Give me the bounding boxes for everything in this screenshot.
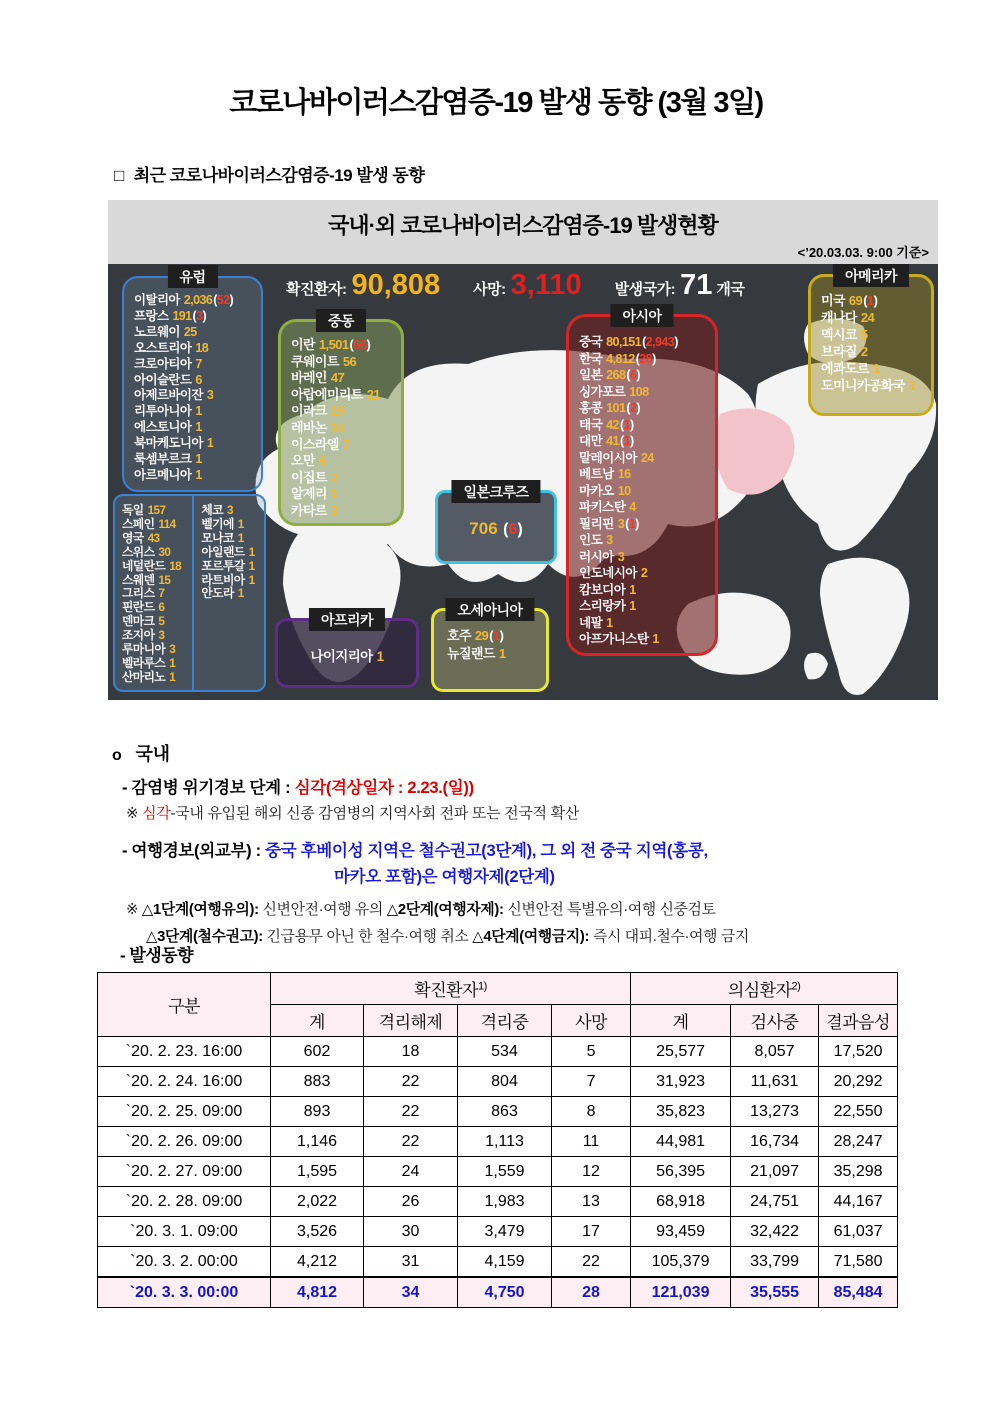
country-row: 아랍에미리트 21 bbox=[291, 386, 381, 402]
cell-released: 24 bbox=[364, 1157, 458, 1187]
region-title-america: 아메리카 bbox=[833, 264, 909, 287]
table-header-groups bbox=[98, 973, 898, 1005]
country-list-asia bbox=[569, 317, 715, 652]
confirmed-label: 확진환자: bbox=[286, 281, 347, 298]
domestic-heading: o 국내 bbox=[112, 744, 170, 764]
japan-cruise-value: 706 bbox=[469, 519, 498, 538]
country-row: 리투아니아 1 bbox=[134, 404, 202, 419]
table-row bbox=[98, 1157, 898, 1187]
cell-deaths: 11 bbox=[552, 1127, 631, 1157]
country-row: 한국 4,812 ( 28 ) bbox=[579, 351, 711, 368]
country-row: 이스라엘 7 bbox=[291, 436, 350, 452]
country-row: 마카오 10 bbox=[579, 483, 631, 498]
section-heading-recent bbox=[114, 161, 424, 186]
cell-deaths: 5 bbox=[552, 1037, 631, 1067]
country-row: 미국 69 ( 1 ) bbox=[821, 292, 927, 309]
region-box-middle-east bbox=[278, 313, 404, 526]
col-subheader: 계 bbox=[631, 1005, 731, 1037]
region-title-africa: 아프리카 bbox=[309, 608, 385, 631]
table-body bbox=[98, 1037, 898, 1308]
country-row: 캐나다 24 bbox=[821, 310, 875, 325]
col-header-category: 구분 bbox=[98, 973, 271, 1037]
country-row: 아프가니스탄 1 bbox=[579, 632, 659, 646]
cell-suspected-total: 56,395 bbox=[631, 1157, 731, 1187]
country-row: 스페인 114 bbox=[122, 516, 176, 531]
table-row bbox=[98, 1217, 898, 1247]
country-row: 인도 3 bbox=[579, 533, 613, 547]
cell-released: 26 bbox=[364, 1187, 458, 1217]
cell-isolated: 3,479 bbox=[458, 1217, 552, 1247]
cell-negative: 20,292 bbox=[819, 1067, 898, 1097]
cell-confirmed-total: 4,212 bbox=[271, 1247, 364, 1278]
region-title-oceania: 오세아니아 bbox=[445, 598, 534, 621]
cell-released: 22 bbox=[364, 1067, 458, 1097]
country-row: 호주 29 ( 1 ) bbox=[447, 627, 546, 645]
cell-date: `20. 2. 26. 09:00 bbox=[98, 1127, 271, 1157]
country-row: 베트남 16 bbox=[579, 467, 631, 481]
region-box-america bbox=[808, 268, 934, 416]
country-row: 홍콩 101 ( 2 ) bbox=[579, 400, 711, 417]
country-row: 쿠웨이트 56 bbox=[291, 353, 357, 369]
cell-released: 34 bbox=[364, 1277, 458, 1308]
japan-cruise-deaths: ( 6 ) bbox=[503, 521, 523, 538]
country-row: 대만 41 ( 1 ) bbox=[579, 433, 711, 450]
table-row bbox=[98, 1187, 898, 1217]
cell-deaths: 12 bbox=[552, 1157, 631, 1187]
region-title-japan-cruise: 일본크루즈 bbox=[451, 480, 540, 503]
cell-suspected-total: 31,923 bbox=[631, 1067, 731, 1097]
cell-negative: 35,298 bbox=[819, 1157, 898, 1187]
travel-stage-note-1: ※ △1단계(여행유의): 신변안전·여행 유의 △2단계(여행자제): 신변안전 특별유의·여행 신중검토 bbox=[126, 902, 716, 918]
checkbox-glyph: □ bbox=[114, 166, 124, 185]
cell-suspected-total: 68,918 bbox=[631, 1187, 731, 1217]
cell-released: 22 bbox=[364, 1127, 458, 1157]
cell-date: `20. 3. 1. 09:00 bbox=[98, 1217, 271, 1247]
country-row: 네팔 1 bbox=[579, 615, 613, 630]
country-row: 에콰도르 1 bbox=[821, 361, 880, 376]
domestic-section bbox=[112, 740, 922, 946]
cell-suspected-total: 93,459 bbox=[631, 1217, 731, 1247]
cell-deaths: 7 bbox=[552, 1067, 631, 1097]
cell-negative: 28,247 bbox=[819, 1127, 898, 1157]
cell-confirmed-total: 893 bbox=[271, 1097, 364, 1127]
country-row: 멕시코 5 bbox=[821, 327, 868, 342]
table-row bbox=[98, 1097, 898, 1127]
countries-unit: 개국 bbox=[716, 281, 745, 298]
country-list-africa bbox=[278, 645, 416, 665]
cell-testing: 8,057 bbox=[731, 1037, 819, 1067]
country-row: 일본 268 ( 6 ) bbox=[579, 367, 711, 384]
region-box-europe-extra bbox=[113, 494, 266, 692]
infographic-world-map bbox=[108, 200, 938, 700]
country-row: 아이슬란드 6 bbox=[134, 372, 202, 387]
country-row: 카타르 3 bbox=[291, 502, 338, 518]
country-row: 브라질 2 bbox=[821, 344, 868, 359]
cell-negative: 22,550 bbox=[819, 1097, 898, 1127]
cell-isolated: 1,559 bbox=[458, 1157, 552, 1187]
region-title-asia: 아시아 bbox=[610, 304, 673, 327]
cell-confirmed-total: 883 bbox=[271, 1067, 364, 1097]
map-title: 국내·외 코로나바이러스감염증-19 발생현황 bbox=[328, 213, 718, 238]
country-row: 캄보디아 1 bbox=[579, 582, 636, 597]
cell-suspected-total: 44,981 bbox=[631, 1127, 731, 1157]
country-row: 바레인 47 bbox=[291, 370, 345, 386]
landmass-south-america bbox=[820, 558, 909, 695]
cell-isolated: 863 bbox=[458, 1097, 552, 1127]
travel-advisory-value: 중국 후베이성 지역은 철수권고(3단계), 그 외 전 중국 지역(홍콩, bbox=[265, 842, 708, 860]
table-row bbox=[98, 1277, 898, 1308]
page-title: 코로나바이러스감염증-19 발생 동향 (3월 3일) bbox=[229, 87, 763, 119]
country-row: 조지아 3 bbox=[122, 628, 165, 643]
country-row: 레바논 10 bbox=[291, 419, 345, 435]
cell-date: `20. 3. 3. 00:00 bbox=[98, 1277, 271, 1308]
japan-cruise-stats bbox=[438, 519, 554, 539]
cell-date: `20. 3. 2. 00:00 bbox=[98, 1247, 271, 1278]
deaths-label: 사망: bbox=[473, 281, 506, 298]
cell-testing: 24,751 bbox=[731, 1187, 819, 1217]
country-list-europe-right bbox=[194, 496, 264, 690]
cell-confirmed-total: 1,146 bbox=[271, 1127, 364, 1157]
cell-negative: 17,520 bbox=[819, 1037, 898, 1067]
cell-released: 18 bbox=[364, 1037, 458, 1067]
country-row: 뉴질랜드 1 bbox=[447, 646, 506, 661]
alert-level-line: - 감염병 위기경보 단계 : 심각(격상일자 : 2.23.(일)) bbox=[122, 779, 474, 797]
country-row: 이라크 19 bbox=[291, 403, 345, 419]
country-row: 라트비아 1 bbox=[201, 572, 255, 587]
region-box-asia bbox=[566, 308, 718, 656]
country-row: 벨라루스 1 bbox=[122, 655, 176, 670]
cell-deaths: 28 bbox=[552, 1277, 631, 1308]
cell-isolated: 804 bbox=[458, 1067, 552, 1097]
cell-confirmed-total: 2,022 bbox=[271, 1187, 364, 1217]
cell-isolated: 534 bbox=[458, 1037, 552, 1067]
table-row bbox=[98, 1067, 898, 1097]
col-group-suspected: 의심환자$^{2)}$ bbox=[631, 973, 898, 1005]
map-body bbox=[108, 264, 938, 700]
country-row: 노르웨이 25 bbox=[134, 324, 197, 339]
global-stats-bar bbox=[286, 269, 744, 302]
cell-date: `20. 2. 23. 16:00 bbox=[98, 1037, 271, 1067]
cell-deaths: 17 bbox=[552, 1217, 631, 1247]
cell-testing: 33,799 bbox=[731, 1247, 819, 1278]
country-row: 도미니카공화국 1 bbox=[821, 378, 916, 393]
country-row: 나이지리아 1 bbox=[310, 649, 384, 664]
cell-released: 22 bbox=[364, 1097, 458, 1127]
region-box-oceania bbox=[431, 602, 549, 692]
cell-testing: 35,555 bbox=[731, 1277, 819, 1308]
map-asof-date: <’20.03.03. 9:00 기준> bbox=[797, 245, 929, 260]
map-header bbox=[108, 200, 938, 264]
country-row: 벨기에 1 bbox=[201, 516, 244, 531]
country-row: 아르메니아 1 bbox=[134, 467, 202, 482]
country-row: 아제르바이잔 3 bbox=[134, 388, 214, 403]
country-row: 파키스탄 4 bbox=[579, 500, 636, 514]
country-row: 프랑스 191 ( 3 ) bbox=[134, 309, 257, 325]
cell-confirmed-total: 4,812 bbox=[271, 1277, 364, 1308]
cell-confirmed-total: 602 bbox=[271, 1037, 364, 1067]
country-row: 오스트리아 18 bbox=[134, 340, 209, 355]
cell-negative: 61,037 bbox=[819, 1217, 898, 1247]
cell-testing: 13,273 bbox=[731, 1097, 819, 1127]
country-row: 말레이시아 24 bbox=[579, 450, 654, 465]
country-row: 독일 157 bbox=[122, 503, 166, 517]
country-row: 스웨덴 15 bbox=[122, 572, 171, 587]
country-list-middle-east bbox=[281, 322, 401, 524]
region-box-japan-cruise bbox=[435, 484, 557, 564]
country-list-europe bbox=[124, 278, 261, 488]
country-list-europe-left bbox=[115, 496, 194, 690]
country-row: 이집트 2 bbox=[291, 469, 338, 485]
country-row: 포르투갈 1 bbox=[201, 558, 255, 573]
country-row: 모나코 1 bbox=[201, 530, 244, 545]
bullet-glyph: o bbox=[112, 747, 122, 764]
country-row: 산마리노 1 bbox=[122, 669, 176, 684]
country-row: 필리핀 3 ( 1 ) bbox=[579, 516, 711, 533]
trend-table-heading: - 발생동향 bbox=[120, 946, 194, 965]
deaths-value: 3,110 bbox=[510, 269, 582, 301]
country-row: 핀란드 6 bbox=[122, 600, 165, 615]
cell-date: `20. 2. 28. 09:00 bbox=[98, 1187, 271, 1217]
country-row: 싱가포르 108 bbox=[579, 384, 649, 399]
cell-negative: 44,167 bbox=[819, 1187, 898, 1217]
cell-released: 31 bbox=[364, 1247, 458, 1278]
cell-date: `20. 2. 25. 09:00 bbox=[98, 1097, 271, 1127]
country-row: 태국 42 ( 1 ) bbox=[579, 417, 711, 434]
country-row: 그리스 7 bbox=[122, 586, 165, 601]
country-row: 스리랑카 1 bbox=[579, 599, 636, 613]
cell-deaths: 13 bbox=[552, 1187, 631, 1217]
cell-suspected-total: 35,823 bbox=[631, 1097, 731, 1127]
country-row: 알제리 1 bbox=[291, 486, 338, 502]
cell-testing: 32,422 bbox=[731, 1217, 819, 1247]
cell-released: 30 bbox=[364, 1217, 458, 1247]
cell-testing: 16,734 bbox=[731, 1127, 819, 1157]
col-subheader: 격리중 bbox=[458, 1005, 552, 1037]
country-row: 영국 43 bbox=[122, 530, 160, 545]
country-row: 아일랜드 1 bbox=[201, 544, 255, 559]
country-row: 룩셈부르크 1 bbox=[134, 452, 202, 467]
country-row: 오만 6 bbox=[291, 453, 326, 469]
travel-advisory-line: - 여행경보(외교부) : 중국 후베이성 지역은 철수권고(3단계), 그 외 전 중국 지역(홍콩, bbox=[122, 842, 708, 860]
region-box-africa bbox=[275, 612, 419, 688]
col-subheader: 계 bbox=[271, 1005, 364, 1037]
col-subheader: 사망 bbox=[552, 1005, 631, 1037]
travel-advisory-line2: 마카오 포함)은 여행자제(2단계) bbox=[334, 868, 555, 886]
region-box-europe bbox=[122, 269, 263, 492]
col-subheader: 검사중 bbox=[731, 1005, 819, 1037]
cell-suspected-total: 121,039 bbox=[631, 1277, 731, 1308]
cell-confirmed-total: 1,595 bbox=[271, 1157, 364, 1187]
col-subheader: 결과음성 bbox=[819, 1005, 898, 1037]
country-list-america bbox=[811, 277, 931, 398]
travel-stage-note-2: △3단계(철수권고): 긴급용무 아닌 한 철수·여행 취소 △4단계(여행금지): 즉시 대피.철수·여행 금지 bbox=[146, 929, 749, 945]
cell-negative: 71,580 bbox=[819, 1247, 898, 1278]
col-group-confirmed: 확진환자$^{1)}$ bbox=[271, 973, 631, 1005]
cell-date: `20. 2. 27. 09:00 bbox=[98, 1157, 271, 1187]
country-row: 러시아 3 bbox=[579, 549, 625, 564]
region-title-middle-east: 중동 bbox=[316, 309, 366, 332]
landmass-new-zealand bbox=[804, 653, 828, 680]
country-row: 에스토니아 1 bbox=[134, 420, 202, 435]
trend-table bbox=[97, 972, 898, 1308]
cell-isolated: 1,983 bbox=[458, 1187, 552, 1217]
country-row: 루마니아 3 bbox=[122, 642, 176, 657]
cell-isolated: 4,750 bbox=[458, 1277, 552, 1308]
country-row: 체코 3 bbox=[201, 503, 233, 517]
country-row: 크로아티아 7 bbox=[134, 356, 202, 371]
countries-label: 발생국가: bbox=[614, 281, 676, 298]
region-title-europe: 유럽 bbox=[167, 265, 217, 288]
table-row bbox=[98, 1247, 898, 1278]
confirmed-value: 90,808 bbox=[351, 269, 441, 301]
landmass-alaska-highlight bbox=[716, 408, 795, 494]
cell-testing: 11,631 bbox=[731, 1067, 819, 1097]
alert-level-value: 심각(격상일자 : 2.23.(일)) bbox=[294, 779, 474, 797]
cell-suspected-total: 25,577 bbox=[631, 1037, 731, 1067]
country-row: 덴마크 5 bbox=[122, 614, 165, 629]
country-row: 중국 80,151 ( 2,943 ) bbox=[579, 334, 711, 351]
cell-negative: 85,484 bbox=[819, 1277, 898, 1308]
cell-isolated: 1,113 bbox=[458, 1127, 552, 1157]
cell-isolated: 4,159 bbox=[458, 1247, 552, 1278]
table-row bbox=[98, 1037, 898, 1067]
country-row: 이란 1,501 ( 66 ) bbox=[291, 337, 397, 354]
col-subheader: 격리해제 bbox=[364, 1005, 458, 1037]
country-row: 네덜란드 18 bbox=[122, 558, 182, 573]
cell-suspected-total: 105,379 bbox=[631, 1247, 731, 1278]
country-row: 인도네시아 2 bbox=[579, 566, 648, 580]
cell-deaths: 8 bbox=[552, 1097, 631, 1127]
country-row: 이탈리아 2,036 ( 52 ) bbox=[134, 293, 257, 309]
cell-date: `20. 2. 24. 16:00 bbox=[98, 1067, 271, 1097]
cell-testing: 21,097 bbox=[731, 1157, 819, 1187]
table-row bbox=[98, 1127, 898, 1157]
alert-level-note: ※ 심각-국내 유입된 해외 신종 감염병의 지역사회 전파 또는 전국적 확산 bbox=[126, 805, 579, 822]
cell-deaths: 22 bbox=[552, 1247, 631, 1278]
country-row: 북마케도니아 1 bbox=[134, 436, 214, 451]
countries-value: 71 bbox=[680, 269, 713, 301]
cell-confirmed-total: 3,526 bbox=[271, 1217, 364, 1247]
country-row: 안도라 1 bbox=[201, 586, 244, 601]
section-heading-text: 최근 코로나바이러스감염증-19 발생 동향 bbox=[133, 166, 425, 185]
country-row: 스위스 30 bbox=[122, 544, 171, 559]
